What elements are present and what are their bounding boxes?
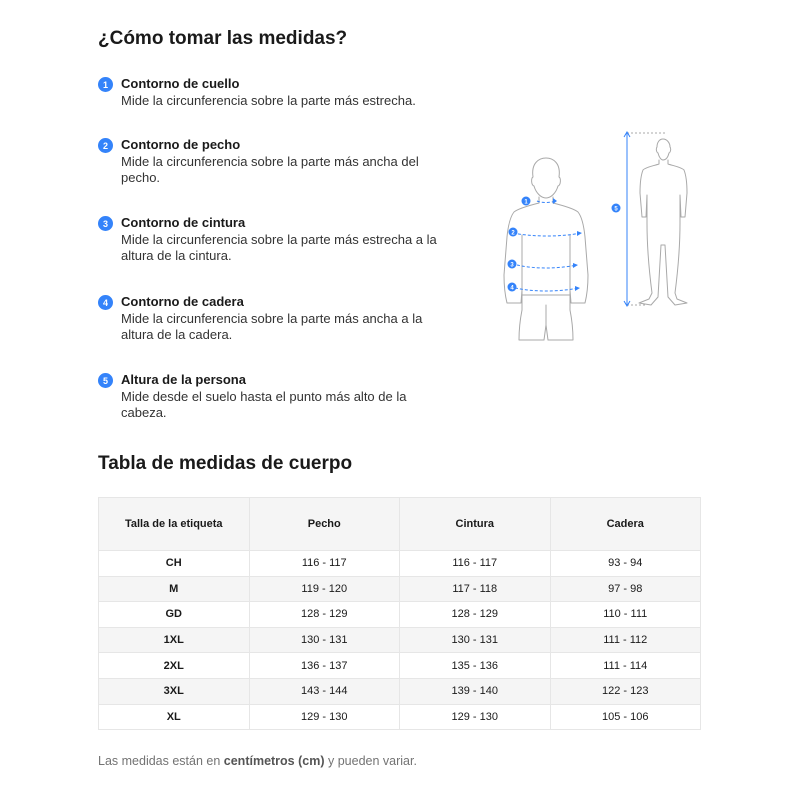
step-waist [98, 214, 443, 264]
step-number-badge: 5 [98, 373, 113, 388]
front-figure-head-icon [532, 158, 561, 198]
marker-2 [509, 228, 518, 237]
waist-cell: 135 - 136 [400, 653, 551, 679]
step-title: Contorno de cuello [121, 76, 240, 91]
note-text-after: y pueden variar. [324, 754, 417, 768]
step-description: Mide la circunferencia sobre la parte más ancha del pecho. [121, 154, 419, 185]
column-header-chest: Pecho [249, 498, 400, 551]
chest-cell: 143 - 144 [249, 678, 400, 704]
waist-cell: 139 - 140 [400, 678, 551, 704]
svg-text:5: 5 [614, 206, 618, 213]
size-cell: 3XL [99, 678, 250, 704]
svg-text:3: 3 [510, 262, 514, 269]
body-measurement-illustration [495, 125, 715, 345]
size-cell: 2XL [99, 653, 250, 679]
hip-cell: 93 - 94 [550, 551, 701, 577]
chest-cell: 136 - 137 [249, 653, 400, 679]
waist-measure-line [517, 265, 577, 268]
svg-text:1: 1 [524, 199, 528, 206]
step-number-badge: 4 [98, 295, 113, 310]
size-cell: M [99, 576, 250, 602]
step-title: Altura de la persona [121, 372, 246, 387]
neck-measure-line [537, 201, 555, 203]
table-row [99, 602, 701, 628]
hip-cell: 105 - 106 [550, 704, 701, 730]
chest-cell: 130 - 131 [249, 627, 400, 653]
hip-cell: 122 - 123 [550, 678, 701, 704]
size-cell: XL [99, 704, 250, 730]
side-figure-icon [639, 139, 687, 305]
table-row [99, 576, 701, 602]
column-header-size: Talla de la etiqueta [99, 498, 250, 551]
table-row [99, 678, 701, 704]
table-title: Tabla de medidas de cuerpo [98, 453, 353, 474]
note-units: centímetros (cm) [223, 754, 325, 768]
marker-4 [508, 283, 517, 292]
hip-cell: 111 - 112 [550, 627, 701, 653]
hip-measure-line [515, 288, 579, 291]
step-description: Mide la circunferencia sobre la parte más ancha a la altura de la cadera. [121, 311, 423, 342]
waist-cell: 116 - 117 [400, 551, 551, 577]
column-header-hip: Cadera [550, 498, 701, 551]
step-description: Mide la circunferencia sobre la parte más estrecha a la altura de la cintura. [121, 232, 437, 263]
table-row [99, 653, 701, 679]
step-hip [98, 293, 443, 343]
chest-cell: 128 - 129 [249, 602, 400, 628]
table-header-row [99, 498, 701, 551]
hip-cell: 111 - 114 [550, 653, 701, 679]
waist-cell: 117 - 118 [400, 576, 551, 602]
marker-1 [522, 197, 531, 206]
step-title: Contorno de cintura [121, 215, 246, 230]
step-chest [98, 136, 443, 186]
chest-cell: 129 - 130 [249, 704, 400, 730]
step-neck [98, 75, 443, 109]
waist-cell: 128 - 129 [400, 602, 551, 628]
marker-5 [612, 204, 621, 213]
waist-cell: 129 - 130 [400, 704, 551, 730]
size-cell: GD [99, 602, 250, 628]
hip-cell: 97 - 98 [550, 576, 701, 602]
step-title: Contorno de cadera [121, 294, 244, 309]
chest-cell: 116 - 117 [249, 551, 400, 577]
step-description: Mide desde el suelo hasta el punto más alto de la cabeza. [121, 389, 407, 420]
chest-measure-line [511, 230, 581, 237]
step-description: Mide la circunferencia sobre la parte más estrecha. [121, 93, 416, 108]
waist-cell: 130 - 131 [400, 627, 551, 653]
svg-text:2: 2 [511, 230, 515, 237]
size-table [98, 497, 701, 730]
table-row [99, 551, 701, 577]
chest-cell: 119 - 120 [249, 576, 400, 602]
table-row [99, 627, 701, 653]
note-text-before: Las medidas están en [98, 754, 224, 768]
size-cell: CH [99, 551, 250, 577]
hip-cell: 110 - 111 [550, 602, 701, 628]
units-note [98, 754, 417, 768]
step-number-badge: 1 [98, 77, 113, 92]
svg-text:4: 4 [510, 285, 514, 292]
page-title: ¿Cómo tomar las medidas? [98, 28, 348, 49]
step-height [98, 371, 443, 421]
step-title: Contorno de pecho [121, 137, 241, 152]
table-row [99, 704, 701, 730]
step-number-badge: 2 [98, 138, 113, 153]
marker-3 [508, 260, 517, 269]
step-number-badge: 3 [98, 216, 113, 231]
size-cell: 1XL [99, 627, 250, 653]
column-header-waist: Cintura [400, 498, 551, 551]
